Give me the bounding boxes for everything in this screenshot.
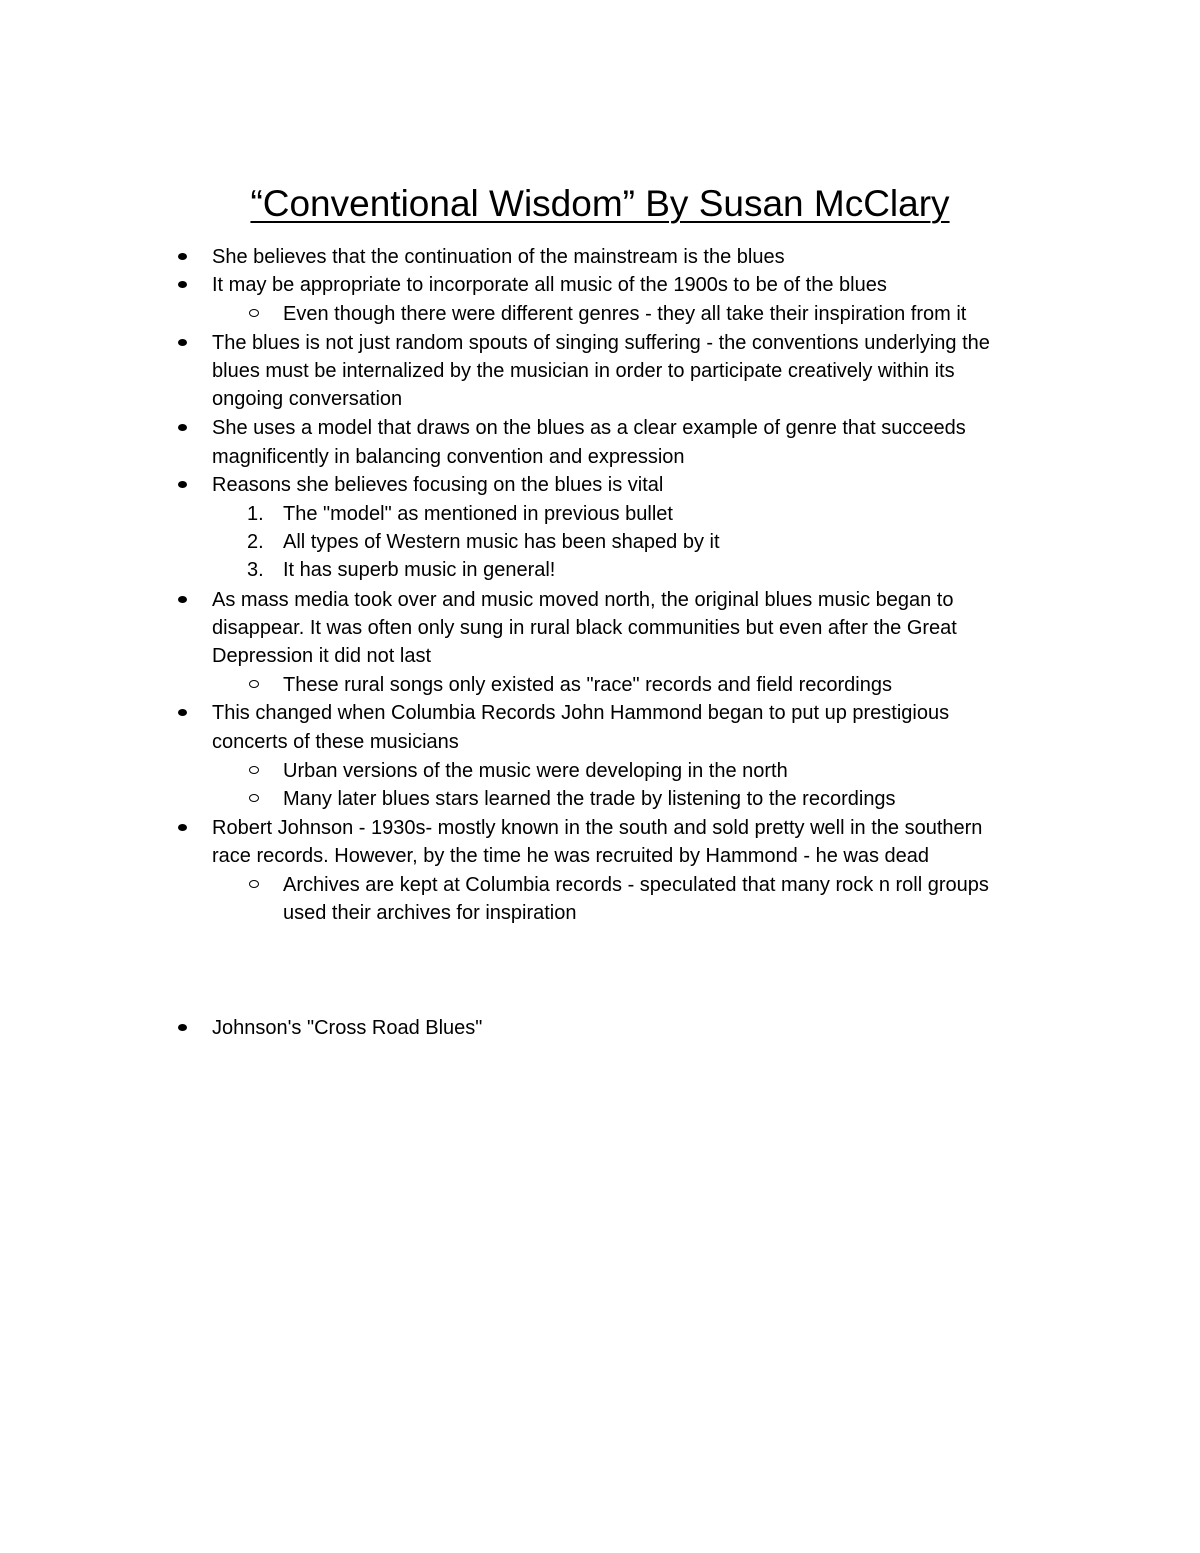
bullet-dot-icon xyxy=(178,1024,187,1031)
list-item: This changed when Columbia Records John Hammond began to put up prestigious xyxy=(212,702,950,724)
sub-list-item: These rural songs only existed as "race" records and field recordings xyxy=(283,674,892,696)
sub-list-item: Archives are kept at Columbia records - speculated that many rock n roll groups xyxy=(283,874,989,896)
list-item: She uses a model that draws on the blues as a clear example of genre that succeeds xyxy=(212,417,966,439)
page-title: “Conventional Wisdom” By Susan McClary xyxy=(250,183,950,224)
numbered-marker: 3. xyxy=(247,559,264,581)
bullet-circle-icon xyxy=(249,794,259,802)
list-item: The blues is not just random spouts of singing suffering - the conventions underlying the xyxy=(212,332,990,354)
bullet-circle-icon xyxy=(249,880,259,888)
bullet-dot-icon xyxy=(178,824,187,831)
list-item-continuation: blues must be internalized by the musician in order to participate creatively within its xyxy=(212,360,955,382)
bullet-dot-icon xyxy=(178,709,187,716)
bullet-circle-icon xyxy=(249,309,259,317)
numbered-list-item: All types of Western music has been shaped by it xyxy=(283,531,720,553)
list-item: Reasons she believes focusing on the blues is vital xyxy=(212,474,664,496)
bullet-dot-icon xyxy=(178,481,187,488)
sub-list-item-continuation: used their archives for inspiration xyxy=(283,902,577,924)
bullet-dot-icon xyxy=(178,596,187,603)
sub-list-item: Urban versions of the music were developing in the north xyxy=(283,760,788,782)
sub-list-item: Many later blues stars learned the trade by listening to the recordings xyxy=(283,788,896,810)
list-item: It may be appropriate to incorporate all music of the 1900s to be of the blues xyxy=(212,274,887,296)
list-item-continuation: race records. However, by the time he was recruited by Hammond - he was dead xyxy=(212,845,929,867)
list-item-continuation: Depression it did not last xyxy=(212,645,432,667)
bullet-circle-icon xyxy=(249,680,259,688)
list-item-continuation: disappear. It was often only sung in rural black communities but even after the Great xyxy=(212,617,957,639)
list-item-continuation: magnificently in balancing convention and expression xyxy=(212,446,685,468)
numbered-marker: 1. xyxy=(247,503,264,525)
bullet-dot-icon xyxy=(178,253,187,260)
list-item: She believes that the continuation of the mainstream is the blues xyxy=(212,246,785,268)
bullet-dot-icon xyxy=(178,281,187,288)
sub-list-item: Even though there were different genres - they all take their inspiration from it xyxy=(283,303,967,325)
list-item: Robert Johnson - 1930s- mostly known in the south and sold pretty well in the southern xyxy=(212,817,983,839)
numbered-list-item: The "model" as mentioned in previous bullet xyxy=(283,503,673,525)
bullet-dot-icon xyxy=(178,339,187,346)
numbered-marker: 2. xyxy=(247,531,264,553)
bullet-dot-icon xyxy=(178,424,187,431)
list-item: Johnson's "Cross Road Blues" xyxy=(212,1017,483,1039)
bullet-circle-icon xyxy=(249,766,259,774)
list-item: As mass media took over and music moved north, the original blues music began to xyxy=(212,589,954,611)
list-item-continuation: ongoing conversation xyxy=(212,388,403,410)
list-item-continuation: concerts of these musicians xyxy=(212,731,459,753)
numbered-list-item: It has superb music in general! xyxy=(283,559,556,581)
